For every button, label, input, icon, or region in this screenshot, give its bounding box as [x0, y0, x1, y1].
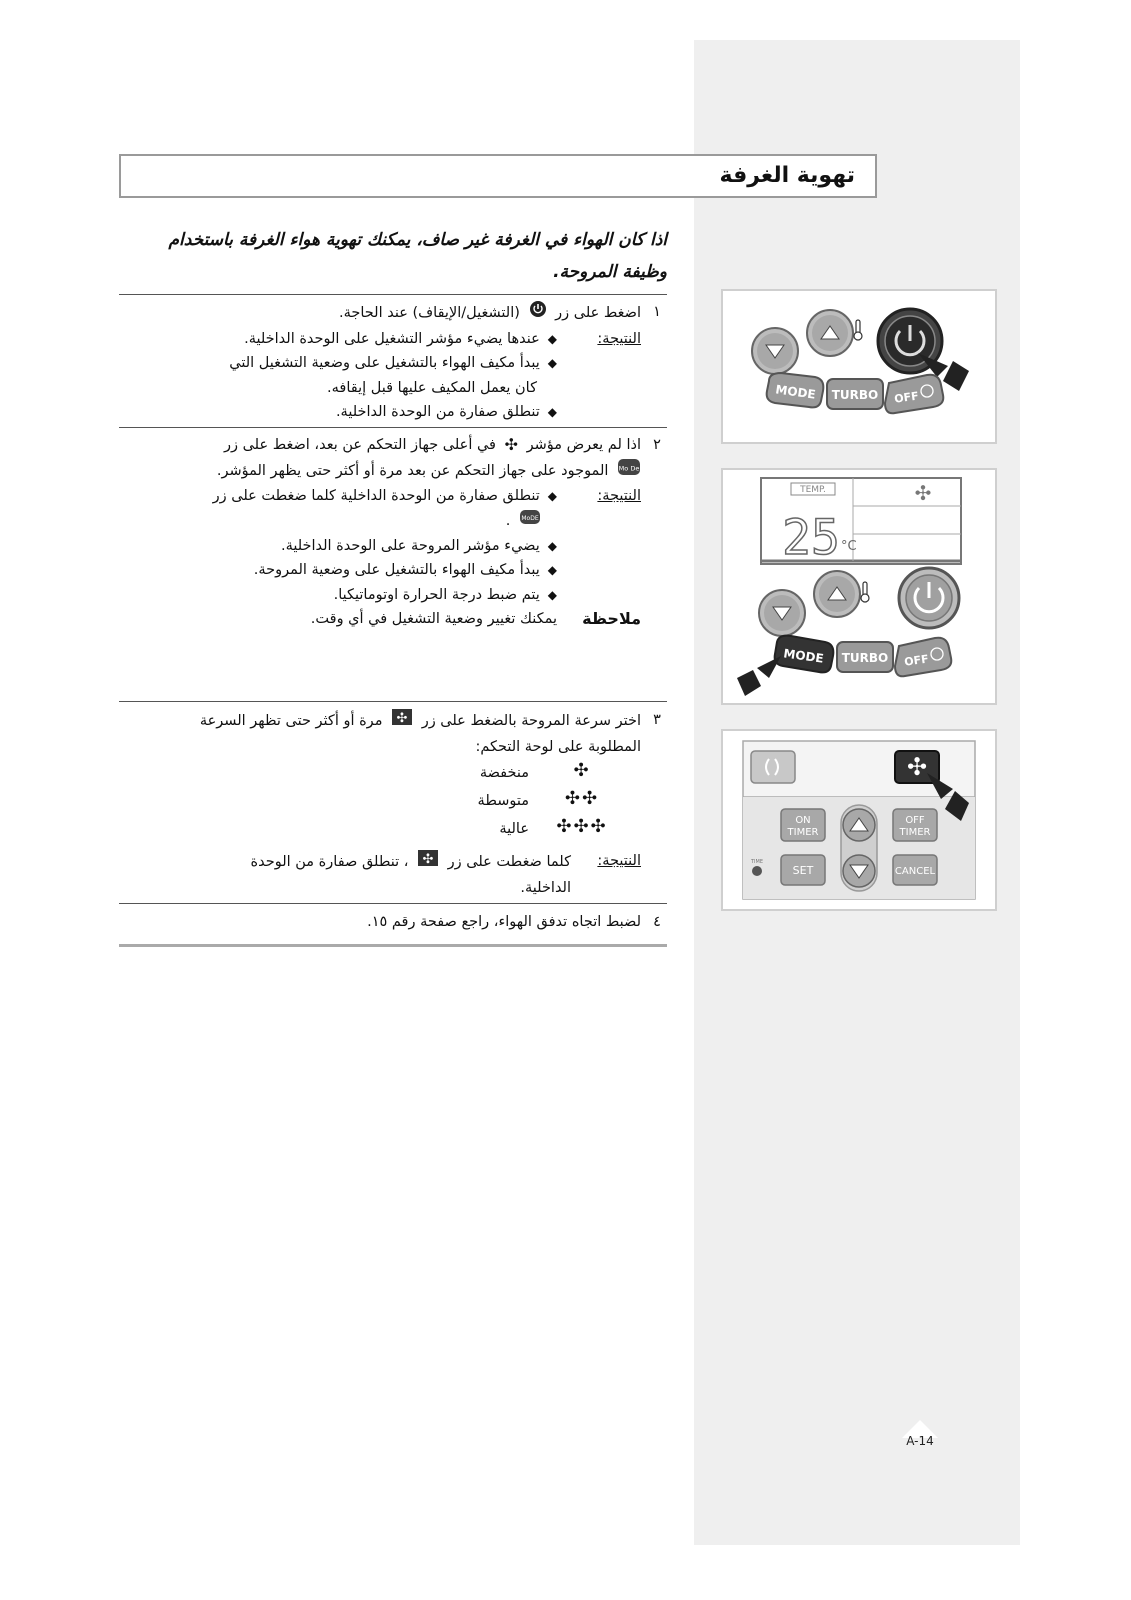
step-4	[119, 910, 667, 935]
step-2	[119, 433, 667, 632]
step-3	[119, 708, 667, 900]
step-text: الموجود على جهاز التحكم عن بعد مرة أو أكثر حتى يظهر المؤشر.	[216, 463, 609, 479]
set-label: SET	[792, 864, 814, 877]
step-3-instruction-2	[119, 735, 667, 760]
power-button[interactable]	[899, 568, 959, 628]
fan-speed-button-icon	[417, 849, 439, 876]
step-text-after: (التشغيل/الإيقاف) عند الحاجة.	[339, 305, 520, 322]
note-line	[119, 607, 667, 632]
step-4-instruction	[119, 910, 667, 935]
result-text: ، تنطلق صفارة من الوحدة	[250, 854, 409, 871]
result-text: .	[505, 513, 511, 529]
page-number	[898, 1418, 942, 1452]
step-number: ١	[653, 304, 661, 320]
lcd-display	[761, 478, 961, 566]
mode-label: MODE	[774, 382, 817, 402]
svg-text:✣: ✣	[396, 711, 408, 726]
divider	[119, 294, 667, 295]
remote-panel-fan	[721, 729, 997, 911]
intro-text	[119, 224, 667, 288]
down-button[interactable]	[759, 590, 805, 636]
fan-icon: ✣✣	[564, 788, 600, 809]
step-2-instruction	[119, 433, 667, 458]
thermometer-icon	[861, 582, 869, 602]
time-label: TIME	[750, 859, 764, 865]
temp-unit: °C	[841, 539, 857, 554]
result-text: الداخلية.	[520, 879, 571, 896]
set-button[interactable]	[781, 855, 825, 885]
remote-panel-power	[721, 289, 997, 444]
fan-icon: ✣	[914, 481, 932, 505]
result-line	[119, 484, 667, 509]
step-text: المطلوبة على لوحة التحكم:	[475, 738, 641, 755]
turbo-button[interactable]	[837, 642, 893, 672]
swing-button[interactable]	[751, 751, 795, 783]
on-timer-label: TIMER	[787, 827, 819, 838]
result-continuation	[119, 509, 667, 534]
step-1-instruction	[119, 300, 667, 327]
turbo-label: TURBO	[841, 651, 889, 665]
bullet-icon: ◆	[547, 489, 557, 504]
bullet-line	[119, 351, 667, 376]
fan-icon: ✣✣✣	[556, 816, 608, 837]
step-text: اضغط على زر	[555, 305, 641, 322]
step-text: اذا لم يعرض مؤشر	[526, 437, 641, 454]
step-text: اختر سرعة المروحة بالضغط على زر	[421, 713, 641, 730]
svg-text:✣: ✣	[422, 852, 434, 867]
bullet-text: يبدأ مكيف الهواء بالتشغيل على وضعية المروحة.	[253, 562, 540, 578]
result-continuation	[119, 876, 667, 901]
fan-speed-button-icon	[391, 708, 413, 735]
fan-icon: ✣	[573, 760, 591, 781]
result-text: تنطلق صفارة من الوحدة الداخلية كلما ضغطت على زر	[212, 488, 540, 505]
mode-button-icon	[519, 509, 541, 534]
timer-stepper[interactable]	[841, 805, 877, 891]
step-number: ٢	[653, 437, 661, 453]
result-line	[119, 327, 667, 352]
bullet-icon: ◆	[547, 563, 557, 577]
speed-row-medium	[119, 787, 667, 815]
bullet-text: يتم ضبط درجة الحرارة اوتوماتيكيا.	[333, 586, 540, 603]
result-label: النتيجة:	[597, 330, 641, 347]
speed-row-high	[119, 815, 667, 843]
off-timer-button[interactable]	[893, 809, 937, 841]
fan-icon: ✣	[906, 753, 928, 781]
off-timer-label: OFF	[905, 815, 925, 826]
step-number: ٤	[653, 914, 661, 930]
turbo-button[interactable]	[827, 379, 883, 409]
bullet-icon: ◆	[547, 405, 557, 419]
bullet-text: كان يعمل المكيف عليها قبل إيقافه.	[327, 379, 537, 396]
pointer-arrow-icon	[737, 656, 781, 696]
step-1	[119, 300, 667, 425]
temp-value: 25	[782, 510, 840, 566]
mode-label: MODE	[782, 646, 825, 666]
svg-text:MoDE: MoDE	[521, 514, 539, 522]
intro-line-2: وظيفة المروحة.	[553, 262, 667, 282]
divider	[119, 701, 667, 702]
divider	[119, 944, 667, 947]
step-text: لضبط اتجاه تدفق الهواء، راجع صفحة رقم ١٥.	[367, 914, 641, 930]
temp-tag: TEMP.	[800, 485, 826, 495]
power-icon	[529, 300, 547, 327]
step-text: مرة أو أكثر حتى تظهر السرعة	[199, 713, 383, 730]
step-number: ٣	[653, 712, 661, 728]
remote-panel-mode	[721, 468, 997, 705]
bullet-text: تنطلق صفارة من الوحدة الداخلية.	[335, 404, 540, 420]
step-text: في أعلى جهاز التحكم عن بعد، اضغط على زر	[223, 437, 496, 454]
divider	[119, 427, 667, 428]
mode-button[interactable]	[775, 636, 834, 673]
bullet-icon: ◆	[547, 587, 557, 602]
mode-button-icon	[617, 458, 641, 485]
fan-icon: ✣	[504, 435, 518, 454]
bullet-line	[119, 583, 667, 608]
bullet-text: يبدأ مكيف الهواء بالتشغيل على وضعية التشغيل التي	[229, 355, 540, 371]
bullet-icon: ◆	[547, 538, 557, 553]
step-3-instruction	[119, 708, 667, 735]
result-label: النتيجة:	[597, 488, 641, 505]
up-button[interactable]	[814, 571, 860, 617]
cancel-label: CANCEL	[894, 866, 936, 877]
speed-label: منخفضة	[479, 765, 529, 781]
off-label: OFF	[893, 389, 920, 406]
divider	[119, 903, 667, 904]
bullet-icon: ◆	[547, 331, 557, 346]
thermometer-icon	[854, 320, 862, 340]
off-timer-label: TIMER	[899, 827, 931, 838]
off-label: OFF	[903, 652, 930, 669]
up-button[interactable]	[807, 310, 853, 356]
turbo-label: TURBO	[831, 388, 879, 402]
bullet-line	[119, 534, 667, 559]
on-timer-label: ON	[795, 815, 811, 826]
speed-label: عالية	[499, 821, 529, 837]
mode-button[interactable]	[767, 373, 824, 407]
off-timer-button[interactable]	[895, 638, 951, 677]
bullet-continuation	[119, 376, 667, 401]
cancel-button[interactable]	[893, 855, 937, 885]
page-number-text: A-14	[906, 1434, 934, 1448]
bullet-line	[119, 558, 667, 583]
speed-row-low	[119, 759, 667, 787]
off-timer-button[interactable]	[885, 375, 943, 414]
bullet-line	[119, 400, 667, 425]
result-label: النتيجة:	[597, 853, 641, 869]
note-text: يمكنك تغيير وضعية التشغيل في أي وقت.	[310, 611, 557, 627]
result-line	[119, 849, 667, 876]
step-2-instruction-2	[119, 458, 667, 485]
down-button[interactable]	[752, 328, 798, 374]
bullet-icon: ◆	[547, 356, 557, 370]
intro-line-1: اذا كان الهواء في الغرفة غير صاف، يمكنك تهوية هواء الغرفة باستخدام	[168, 230, 667, 250]
bullet-text: عندها يضيء مؤشر التشغيل على الوحدة الداخلية.	[244, 330, 540, 347]
bullet-text: يضيء مؤشر المروحة على الوحدة الداخلية.	[280, 537, 540, 554]
svg-text:Mo De: Mo De	[618, 464, 640, 473]
on-timer-button[interactable]	[781, 809, 825, 841]
result-text: كلما ضغطت على زر	[447, 854, 571, 871]
section-title: تهوية الغرفة	[119, 154, 877, 198]
note-label: ملاحظة	[582, 609, 641, 628]
speed-label: متوسطة	[477, 793, 529, 809]
